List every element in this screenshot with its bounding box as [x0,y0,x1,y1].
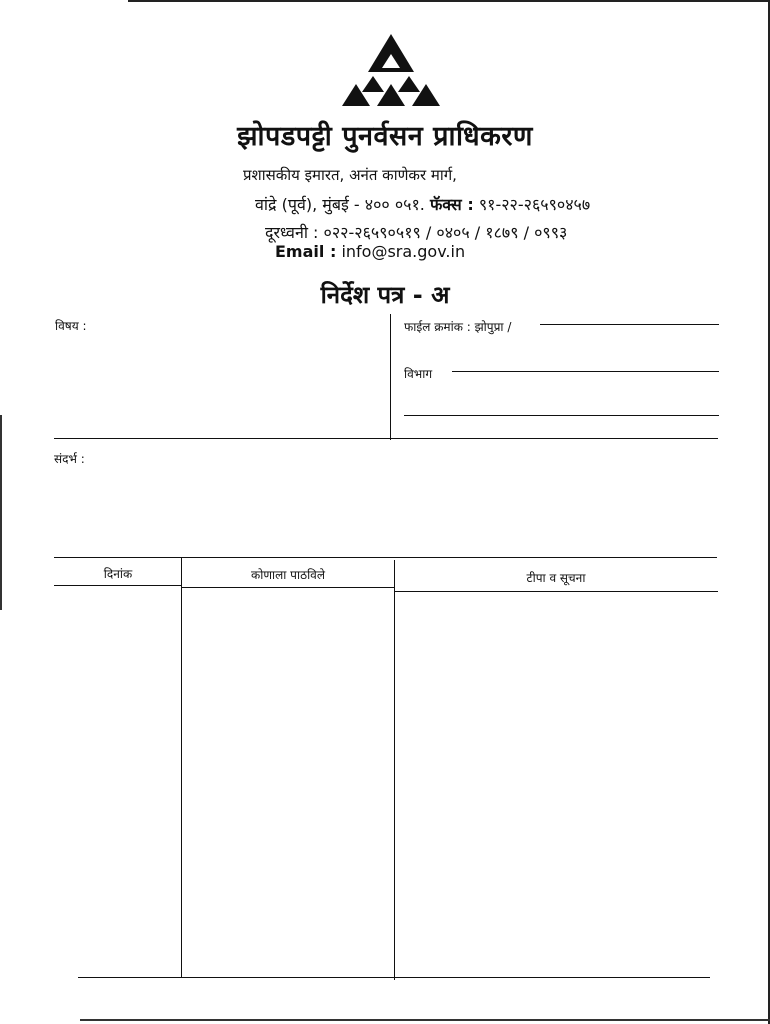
sra-logo-icon [340,34,442,106]
column-header-sent-to: कोणाला पाठविले [251,568,325,582]
file-number-label: फाईल क्रमांक : झोपुप्रा / [404,320,512,334]
page-edge-bottom [80,1019,770,1021]
address-line-2 [255,193,590,215]
fax-label: फॅक्स : [429,195,474,214]
column-header-notes: टीपा व सूचना [526,571,586,585]
fax-number: ९१-२२-२६५९०४५७ [478,195,591,214]
phone-line [265,221,567,243]
file-number-field[interactable] [540,324,719,325]
form-title: निर्देश पत्र - अ [320,281,450,309]
section-divider [54,438,718,439]
table-header-border-notes [395,591,718,592]
email-label: Email : [275,242,337,261]
email-address: info@sra.gov.in [341,242,466,261]
table-column-divider-2 [394,560,395,980]
subject-divider [390,314,391,440]
page-edge-left-mark [0,415,2,610]
table-bottom-border [78,977,710,978]
address-city: वांद्रे (पूर्व), मुंबई - ४०० ०५१. [255,195,425,214]
address-line-1: प्रशासकीय इमारत, अनंत काणेकर मार्ग, [243,166,457,184]
table-column-divider-1 [181,558,182,978]
organization-name: झोपडपट्टी पुनर्वसन प्राधिकरण [237,121,533,152]
department-field[interactable] [452,371,719,372]
department-label: विभाग [404,367,433,381]
phone-label: दूरध्वनी : [265,223,319,242]
reference-label: संदर्भ : [54,452,85,466]
page-edge-top [128,0,770,2]
phone-numbers: ०२२-२६५९०५१९ / ०४०५ / १८७९ / ०९९३ [323,223,568,242]
department-extra-field[interactable] [404,415,719,416]
table-top-border [54,557,717,558]
email-line [275,242,465,261]
subject-label: विषय : [55,319,87,333]
table-header-border-date [54,585,182,586]
column-header-date: दिनांक [103,567,133,581]
table-header-border-sent-to [182,587,395,588]
